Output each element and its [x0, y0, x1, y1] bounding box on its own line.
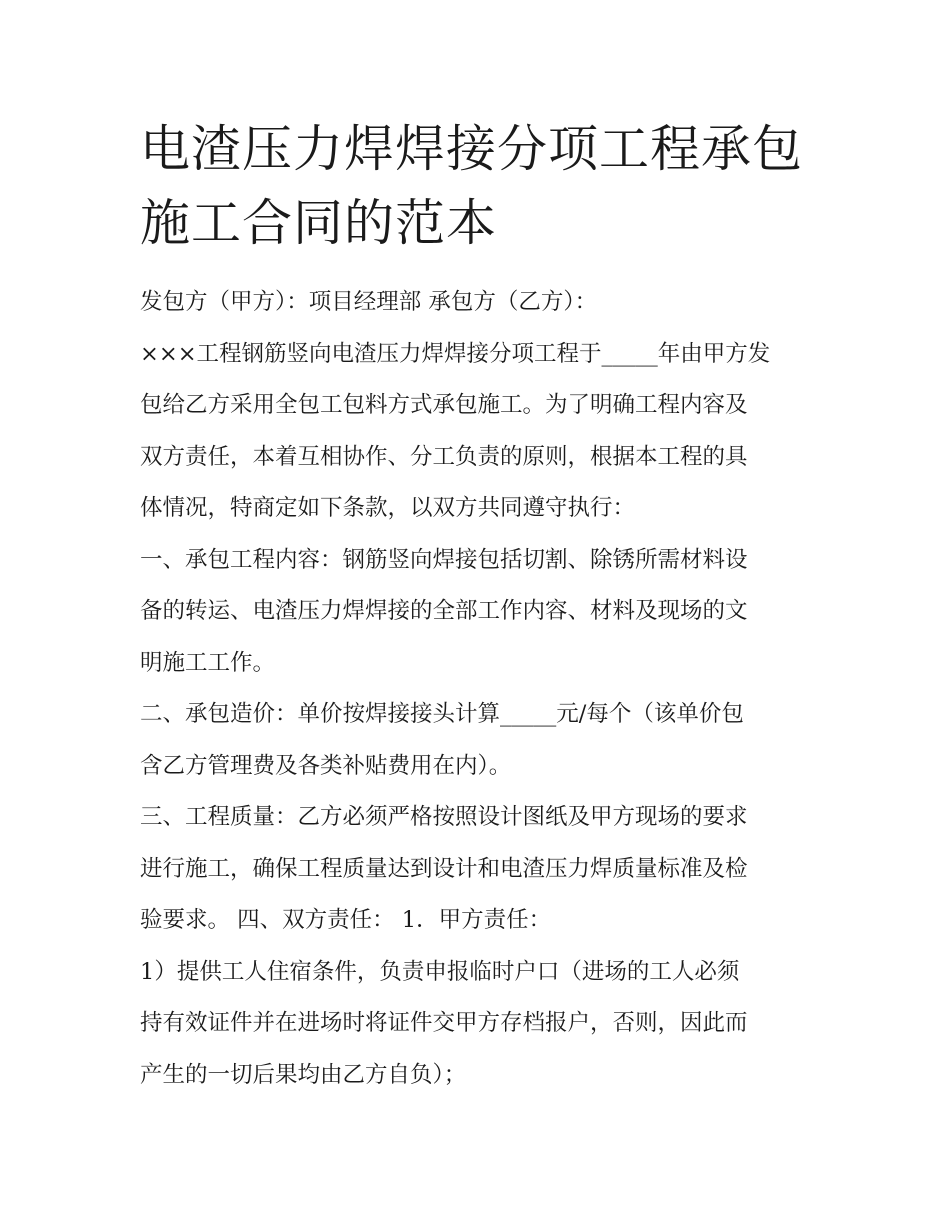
clause-4-item-line: 1）提供工人住宿条件，负责申报临时户口（进场的工人必须 [140, 958, 740, 985]
title-line: 施工合同的范本 [140, 194, 497, 252]
document-body [140, 277, 820, 1101]
clause-4-item-line: 产生的一切后果均由乙方自负）； [140, 1061, 467, 1088]
title-line: 电渣压力焊焊接分项工程承包 [140, 120, 803, 178]
body-line: 体情况，特商定如下条款，以双方共同遵守执行： [140, 495, 636, 521]
clause-3-line: 三、工程质量：乙方必须严格按照设计图纸及甲方现场的要求 [140, 804, 748, 830]
body-line: ×××工程钢筋竖向电渣压力焊焊接分项工程于_____年由甲方发 [140, 340, 771, 367]
clause-2-line: 含乙方管理费及各类补贴费用在内）。 [140, 752, 512, 779]
body-line: 包给乙方采用全包工包料方式承包施工。为了明确工程内容及 [140, 392, 748, 418]
clause-4-item-line: 持有效证件并在进场时将证件交甲方存档报户，否则，因此而 [140, 1010, 748, 1036]
document-title [140, 112, 830, 260]
clause-1-line: 备的转运、电渣压力焊焊接的全部工作内容、材料及现场的文 [140, 598, 748, 624]
clause-2-line: 二、承包造价：单价按焊接接头计算_____元/每个（该单价包 [140, 701, 744, 727]
body-line: 双方责任，本着互相协作、分工负责的原则，根据本工程的具 [140, 443, 748, 470]
clause-3-line: 进行施工，确保工程质量达到设计和电渣压力焊质量标准及检 [140, 855, 748, 882]
body-line-parties: 发包方（甲方）：项目经理部 承包方（乙方）： [140, 289, 598, 315]
clause-1-line: 明施工工作。 [140, 649, 276, 676]
clause-3-4-line: 验要求。 四、双方责任： 1．甲方责任： [140, 907, 552, 933]
clause-1-line: 一、承包工程内容：钢筋竖向焊接包括切割、除锈所需材料设 [140, 546, 748, 573]
